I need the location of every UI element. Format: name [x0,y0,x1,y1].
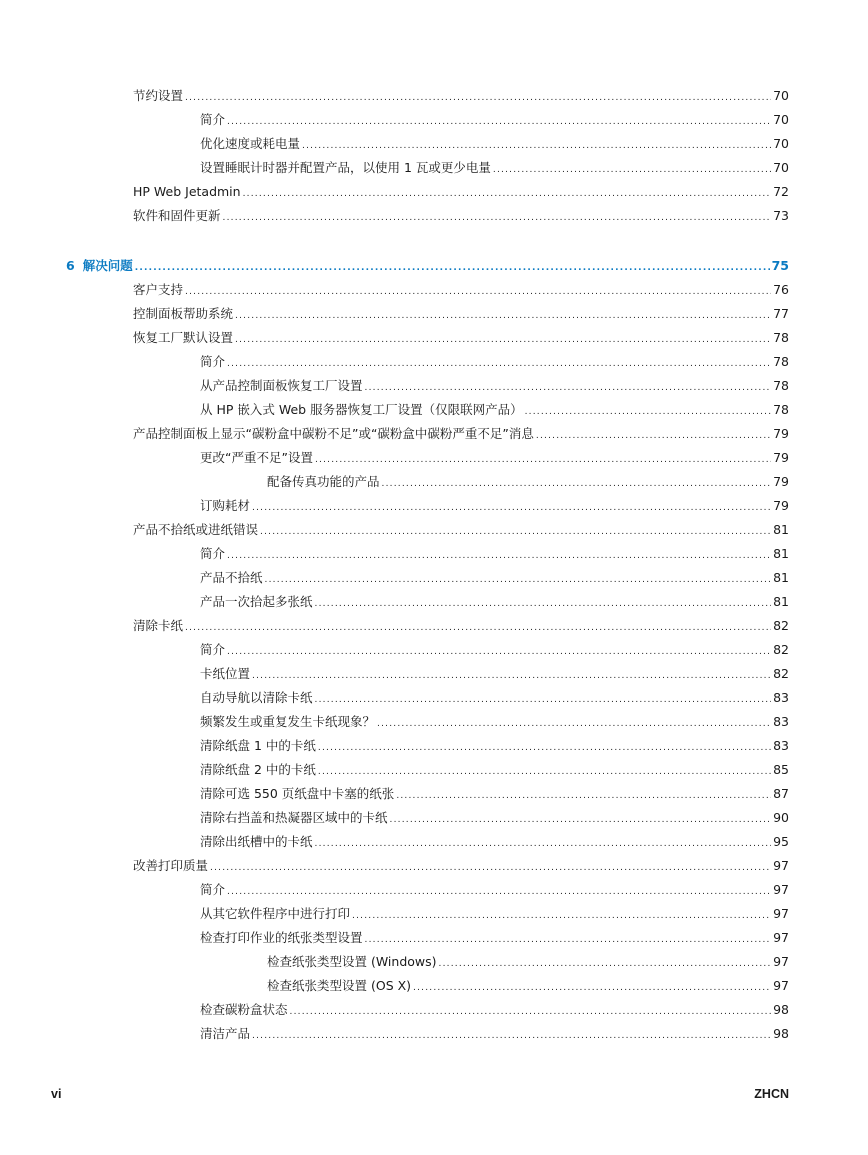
toc-entry[interactable] [200,760,789,780]
toc-dot-leader [315,834,772,854]
toc-entry-title: 软件和固件更新 [133,208,221,223]
toc-dot-leader [315,594,772,614]
toc-dot-leader [235,306,771,326]
toc-entry[interactable] [133,86,789,106]
toc-entry-page-number: 70 [773,160,789,175]
toc-entry-title: 检查打印作业的纸张类型设置 [200,930,363,945]
toc-entry[interactable] [200,592,789,612]
toc-entry-title: 优化速度或耗电量 [200,136,301,151]
toc-entry[interactable] [133,856,789,876]
toc-entry-title: 配备传真功能的产品 [267,474,380,489]
toc-entry[interactable] [200,448,789,468]
toc-entry-title: 卡纸位置 [200,666,251,681]
toc-entry-page-number: 95 [773,834,789,849]
toc-dot-leader [252,498,771,518]
toc-entry-title: 检查碳粉盒状态 [200,1002,288,1017]
toc-entry[interactable] [200,832,789,852]
toc-dot-leader [210,858,771,878]
toc-dot-leader [493,160,771,180]
toc-entry[interactable] [200,134,789,154]
toc-entry-page-number: 87 [773,786,789,801]
toc-entry-page-number: 73 [773,208,789,223]
toc-entry-title: 产品一次拾起多张纸 [200,594,313,609]
toc-entry[interactable] [133,182,789,202]
toc-dot-leader [382,474,772,494]
toc-entry-page-number: 82 [773,666,789,681]
toc-dot-leader [352,906,771,926]
toc-entry-page-number: 82 [773,618,789,633]
toc-entry-page-number: 76 [773,282,789,297]
toc-entry[interactable] [200,496,789,516]
toc-dot-leader [227,354,771,374]
toc-entry-page-number: 97 [773,930,789,945]
toc-entry-page-number: 98 [773,1026,789,1041]
toc-entry-title: 客户支持 [133,282,184,297]
toc-dot-leader [377,714,771,734]
toc-entry-title: 清洁产品 [200,1026,251,1041]
toc-entry-page-number: 97 [773,954,789,969]
toc-dot-leader [536,426,771,446]
toc-entry[interactable] [133,424,789,444]
toc-entry-page-number: 81 [773,546,789,561]
toc-entry-title: 产品不拾纸或进纸错误 [133,522,259,537]
toc-entry[interactable] [200,110,789,130]
toc-entry-title: 清除右挡盖和热凝器区域中的卡纸 [200,810,388,825]
toc-entry-title: 解决问题 [82,258,133,273]
toc-entry-title: 恢复工厂默认设置 [133,330,234,345]
toc-entry-page-number: 79 [773,498,789,513]
toc-entry-page-number: 83 [773,714,789,729]
toc-entry-title: 控制面板帮助系统 [133,306,234,321]
toc-dot-leader [318,762,771,782]
toc-dot-leader [243,184,772,204]
toc-entry[interactable] [200,784,789,804]
toc-entry-title: 检查纸张类型设置 (Windows) [267,954,437,969]
toc-dot-leader [290,1002,772,1022]
toc-dot-leader [252,1026,771,1046]
toc-entry[interactable] [200,736,789,756]
toc-entry-page-number: 82 [773,642,789,657]
toc-dot-leader [185,282,771,302]
toc-entry[interactable] [267,472,789,492]
toc-dot-leader [265,570,772,590]
toc-entry[interactable] [200,664,789,684]
toc-entry-title: 检查纸张类型设置 (OS X) [267,978,412,993]
toc-entry[interactable] [133,206,789,226]
toc-dot-leader [365,930,772,950]
toc-entry-page-number: 81 [773,522,789,537]
toc-entry-title: 更改“严重不足”设置 [200,450,313,465]
toc-entry-page-number: 78 [773,402,789,417]
toc-entry-title: 简介 [200,642,226,657]
toc-entry-page-number: 90 [773,810,789,825]
toc-dot-leader [227,112,771,132]
toc-entry-title: 清除纸盘 1 中的卡纸 [200,738,316,753]
toc-entry-title: 产品不拾纸 [200,570,263,585]
toc-entry-title: 节约设置 [133,88,184,103]
toc-dot-leader [413,978,771,998]
toc-entry-page-number: 83 [773,738,789,753]
toc-entry-title: HP Web Jetadmin [133,184,241,199]
toc-dot-leader [235,330,771,350]
toc-entry[interactable] [200,1000,789,1020]
footer-page-number: vi [51,1087,62,1101]
toc-entry[interactable] [267,952,789,972]
toc-entry[interactable] [200,352,789,372]
toc-dot-leader [252,666,771,686]
toc-entry-page-number: 97 [773,906,789,921]
toc-entry-page-number: 97 [773,882,789,897]
toc-dot-leader [302,136,771,156]
toc-entry[interactable] [200,808,789,828]
toc-entry-page-number: 83 [773,690,789,705]
toc-dot-leader [396,786,771,806]
toc-entry-title: 设置睡眠计时器并配置产品，以使用 1 瓦或更少电量 [200,160,491,175]
toc-entry-page-number: 79 [773,450,789,465]
toc-dot-leader [223,208,772,228]
toc-entry[interactable] [133,328,789,348]
toc-entry-title: 从产品控制面板恢复工厂设置 [200,378,363,393]
toc-entry-page-number: 75 [771,258,789,273]
toc-dot-leader [390,810,772,830]
toc-dot-leader [318,738,771,758]
toc-dot-leader [315,450,771,470]
toc-entry[interactable] [200,712,789,732]
toc-entry-page-number: 79 [773,426,789,441]
toc-entry-page-number: 78 [773,378,789,393]
toc-entry-title: 频繁发生或重复发生卡纸现象？ [200,714,376,729]
toc-entry-page-number: 78 [773,354,789,369]
toc-entry-page-number: 72 [773,184,789,199]
toc-entry[interactable] [200,1024,789,1044]
toc-dot-leader [525,402,772,422]
toc-entry[interactable] [200,400,789,420]
toc-entry[interactable] [200,640,789,660]
toc-entry-title: 清除出纸槽中的卡纸 [200,834,313,849]
toc-entry-title: 简介 [200,546,226,561]
toc-dot-leader [185,618,771,638]
footer-language-code: ZHCN [754,1087,789,1101]
toc-entry[interactable] [200,928,789,948]
toc-entry-page-number: 70 [773,112,789,127]
toc-entry[interactable] [133,616,789,636]
toc-entry-page-number: 98 [773,1002,789,1017]
toc-dot-leader [260,522,771,542]
toc-entry-page-number: 97 [773,858,789,873]
toc-entry[interactable] [200,904,789,924]
toc-entry-title: 清除可选 550 页纸盘中卡塞的纸张 [200,786,395,801]
toc-dot-leader [227,642,771,662]
toc-entry[interactable] [200,158,789,178]
toc-entry[interactable] [200,688,789,708]
toc-entry-title: 从其它软件程序中进行打印 [200,906,351,921]
toc-chapter-entry[interactable] [66,256,789,276]
toc-entry[interactable] [133,520,789,540]
toc-entry[interactable] [133,280,789,300]
toc-entry-title: 产品控制面板上显示“碳粉盒中碳粉不足”或“碳粉盒中碳粉严重不足”消息 [133,426,534,441]
toc-entry-title: 自动导航以清除卡纸 [200,690,313,705]
toc-entry-page-number: 81 [773,594,789,609]
toc-dot-leader [365,378,772,398]
toc-entry[interactable] [267,976,789,996]
toc-entry[interactable] [200,568,789,588]
toc-entry-title: 从 HP 嵌入式 Web 服务器恢复工厂设置（仅限联网产品） [200,402,523,417]
toc-entry-page-number: 79 [773,474,789,489]
toc-entry-title: 简介 [200,354,226,369]
toc-dot-leader [439,954,772,974]
toc-chapter-number: 6 [66,258,75,273]
toc-entry-page-number: 97 [773,978,789,993]
toc-entry-page-number: 70 [773,136,789,151]
toc-entry-title: 订购耗材 [200,498,251,513]
toc-entry-page-number: 85 [773,762,789,777]
toc-entry-page-number: 78 [773,330,789,345]
toc-entry[interactable] [200,376,789,396]
toc-entry[interactable] [133,304,789,324]
toc-entry[interactable] [200,544,789,564]
toc-entry-title: 清除卡纸 [133,618,184,633]
toc-entry-title: 简介 [200,882,226,897]
toc-entry-page-number: 81 [773,570,789,585]
toc-dot-leader [227,546,771,566]
toc-entry-title: 清除纸盘 2 中的卡纸 [200,762,316,777]
toc-dot-leader [135,258,770,278]
toc-entry[interactable] [200,880,789,900]
toc-dot-leader [185,88,771,108]
toc-dot-leader [227,882,771,902]
toc-dot-leader [315,690,772,710]
toc-entry-title: 简介 [200,112,226,127]
toc-entry-page-number: 77 [773,306,789,321]
toc-entry-title: 改善打印质量 [133,858,209,873]
toc-entry-page-number: 70 [773,88,789,103]
